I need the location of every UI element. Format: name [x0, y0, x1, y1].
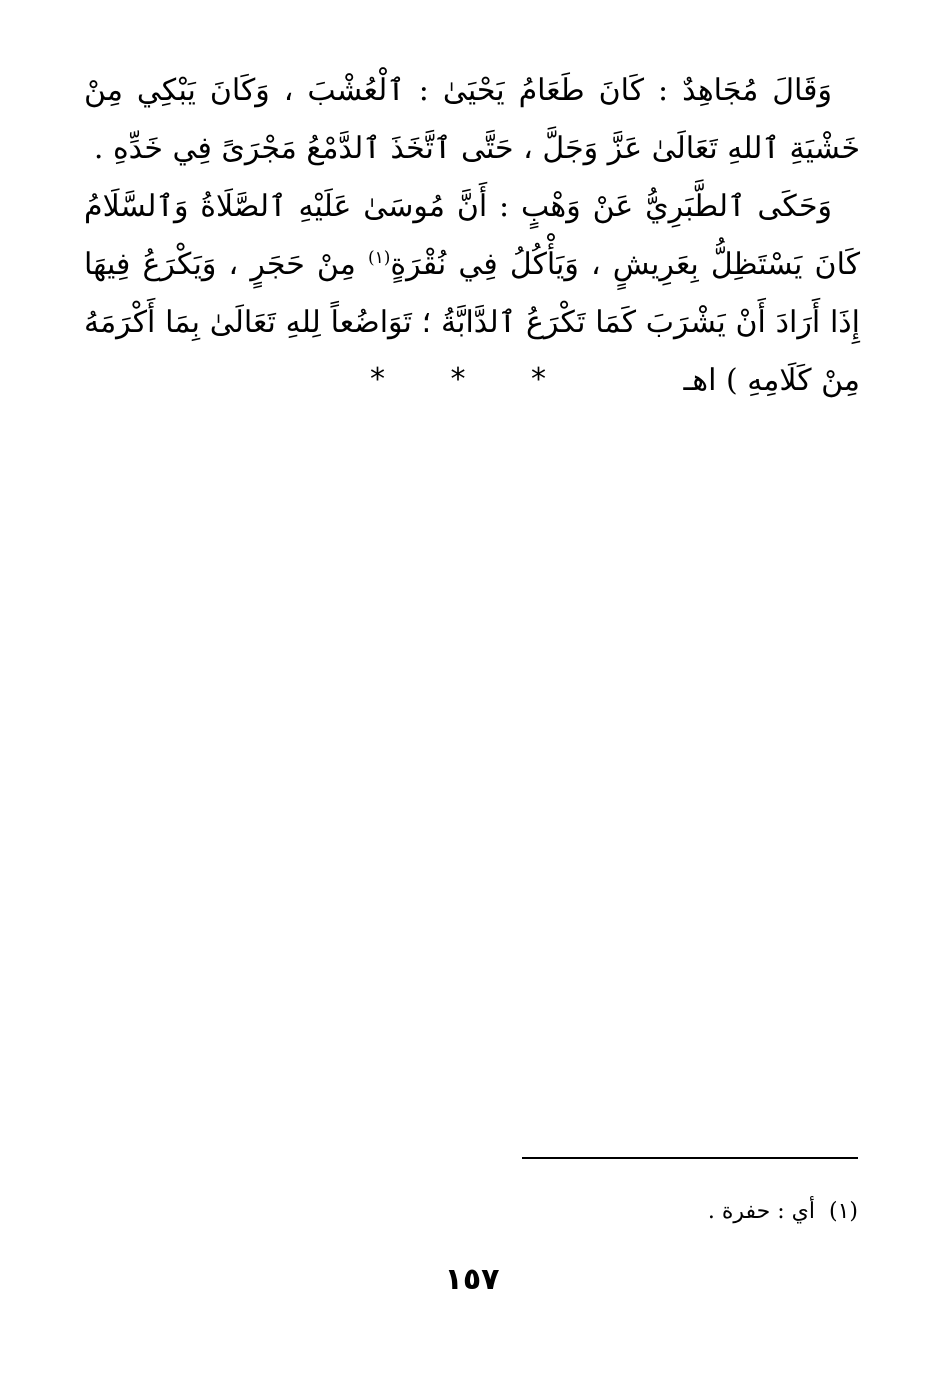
footnote-text: أي : حفرة .: [707, 1199, 815, 1224]
paragraph-text-before-footnote: وَحَكَى ٱلطَّبَرِيُّ عَنْ وَهْبٍ : أَنَّ مُوسَىٰ عَلَيْهِ ٱلصَّلَاةُ وَٱلسَّلَامُ كَانَ يَسْتَظِلُّ بِعَرِيشٍ ، وَيَأْكُلُ فِي نُقْرَةٍ: [84, 189, 861, 282]
footnote-mark: (١): [828, 1199, 858, 1224]
page-number: ١٥٧: [444, 1262, 500, 1297]
main-text: [84, 62, 860, 410]
section-separator: * * *: [369, 362, 575, 397]
paragraph-text-after-footnote: مِنْ حَجَرٍ ، وَيَكْرَعُ فِيهَا إِذَا أَرَادَ أَنْ يَشْرَبَ كَمَا تَكْرَعُ ٱلدَّابَّةُ ؛ تَوَاضُعاً لِلهِ تَعَالَىٰ بِمَا أَكْرَمَهُ مِنْ كَلَامِهِ ) اهـ: [84, 247, 860, 398]
paragraph-text: وَقَالَ مُجَاهِدٌ : كَانَ طَعَامُ يَحْيَىٰ : ٱلْعُشْبَ ، وَكَانَ يَبْكِي مِنْ خَشْيَةِ ٱللهِ تَعَالَىٰ عَزَّ وَجَلَّ ، حَتَّى ٱتَّخَذَ ٱلدَّمْعُ مَجْرَىً فِي خَدِّهِ .: [84, 73, 860, 166]
footnote-reference[interactable]: (١): [368, 248, 391, 268]
footnote-divider: [522, 1157, 858, 1159]
paragraph-mujahid: [84, 62, 860, 178]
footnote: [480, 1192, 858, 1232]
